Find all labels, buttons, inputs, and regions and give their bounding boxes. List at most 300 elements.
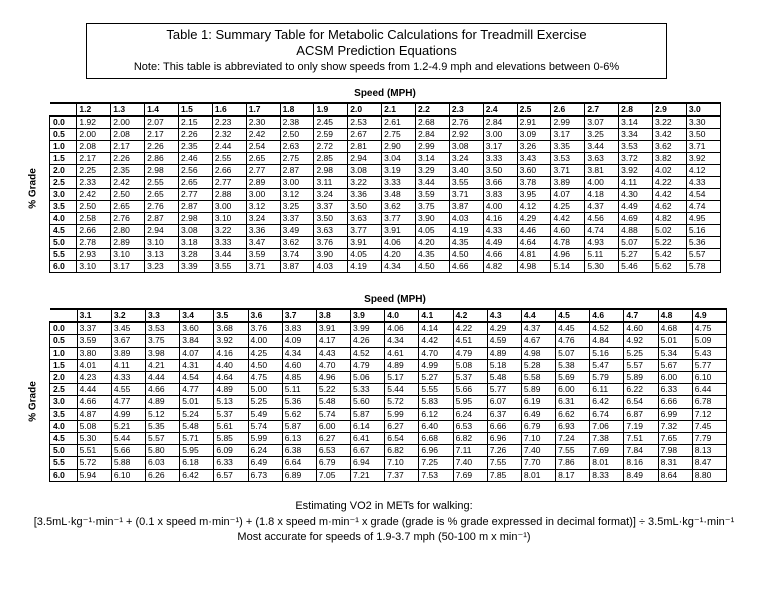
met-value-cell: 4.23 [77, 372, 111, 384]
met-value-cell: 4.60 [282, 359, 316, 371]
grade-label-bottom: % Grade [27, 381, 39, 422]
met-value-cell: 5.48 [316, 396, 350, 408]
met-value-cell: 5.48 [180, 420, 214, 432]
met-value-cell: 2.55 [145, 177, 179, 189]
met-value-cell: 2.30 [246, 116, 280, 129]
grade-row-label: 3.5 [50, 408, 78, 420]
met-value-cell: 6.26 [146, 469, 180, 481]
met-value-cell: 3.11 [314, 177, 348, 189]
met-value-cell: 4.61 [385, 347, 419, 359]
met-value-cell: 7.11 [453, 445, 487, 457]
speed-header-cell: 2.0 [348, 103, 382, 116]
met-value-cell: 2.46 [179, 153, 213, 165]
met-value-cell: 3.82 [653, 153, 687, 165]
met-value-cell: 3.35 [551, 141, 585, 153]
met-value-cell: 2.86 [145, 153, 179, 165]
met-value-cell: 3.37 [280, 213, 314, 225]
met-value-cell: 3.99 [351, 322, 385, 335]
met-value-cell: 4.87 [77, 408, 111, 420]
met-value-cell: 4.20 [382, 249, 416, 261]
met-value-cell: 2.08 [77, 141, 111, 153]
met-value-cell: 2.65 [145, 189, 179, 201]
met-value-cell: 4.11 [619, 177, 653, 189]
metabolic-table-2 [49, 308, 727, 482]
met-value-cell: 5.62 [282, 408, 316, 420]
speed-header-cell: 3.1 [77, 309, 111, 322]
met-value-cell: 4.19 [348, 261, 382, 273]
met-value-cell: 4.25 [551, 201, 585, 213]
speed-header-cell: 4.7 [624, 309, 658, 322]
met-value-cell: 2.98 [179, 213, 213, 225]
met-value-cell: 3.24 [314, 189, 348, 201]
met-value-cell: 4.16 [483, 213, 517, 225]
met-value-cell: 6.27 [385, 420, 419, 432]
table-row [50, 347, 727, 359]
met-value-cell: 3.50 [483, 165, 517, 177]
met-value-cell: 3.09 [517, 129, 551, 141]
met-value-cell: 5.89 [521, 384, 555, 396]
speed-header-cell: 3.4 [180, 309, 214, 322]
met-value-cell: 4.81 [517, 249, 551, 261]
met-value-cell: 3.44 [212, 249, 246, 261]
met-value-cell: 3.17 [483, 141, 517, 153]
met-value-cell: 4.12 [686, 165, 720, 177]
met-value-cell: 5.74 [316, 408, 350, 420]
table-title: Table 1: Summary Table for Metabolic Calculations for Treadmill Exercise [166, 27, 587, 42]
met-value-cell: 2.50 [280, 129, 314, 141]
met-value-cell: 3.48 [382, 189, 416, 201]
met-value-cell: 3.17 [551, 129, 585, 141]
met-value-cell: 3.18 [179, 237, 213, 249]
speed-header-cell: 4.8 [658, 309, 692, 322]
met-value-cell: 4.89 [146, 396, 180, 408]
met-value-cell: 7.40 [453, 457, 487, 469]
met-value-cell: 5.28 [521, 359, 555, 371]
met-value-cell: 4.49 [619, 201, 653, 213]
met-value-cell: 5.21 [111, 420, 145, 432]
met-value-cell: 4.74 [686, 201, 720, 213]
met-value-cell: 7.51 [624, 433, 658, 445]
met-value-cell: 6.66 [658, 396, 692, 408]
met-value-cell: 5.57 [146, 433, 180, 445]
met-value-cell: 2.84 [483, 116, 517, 129]
met-value-cell: 6.13 [282, 433, 316, 445]
met-value-cell: 4.78 [551, 237, 585, 249]
met-value-cell: 6.27 [316, 433, 350, 445]
met-value-cell: 5.08 [453, 359, 487, 371]
met-value-cell: 5.06 [351, 372, 385, 384]
met-value-cell: 4.96 [316, 372, 350, 384]
met-value-cell: 2.65 [179, 177, 213, 189]
met-value-cell: 4.98 [521, 347, 555, 359]
met-value-cell: 3.12 [280, 189, 314, 201]
met-value-cell: 3.14 [619, 116, 653, 129]
met-value-cell: 1.92 [77, 116, 111, 129]
met-value-cell: 3.68 [214, 322, 248, 335]
met-value-cell: 3.23 [145, 261, 179, 273]
met-value-cell: 6.03 [146, 457, 180, 469]
met-value-cell: 4.42 [653, 189, 687, 201]
table-row [50, 129, 721, 141]
met-value-cell: 2.59 [314, 129, 348, 141]
met-value-cell: 4.46 [517, 225, 551, 237]
met-value-cell: 2.84 [416, 129, 450, 141]
met-value-cell: 2.81 [348, 141, 382, 153]
met-value-cell: 4.21 [146, 359, 180, 371]
met-value-cell: 5.22 [316, 384, 350, 396]
met-value-cell: 6.00 [316, 420, 350, 432]
met-value-cell: 4.11 [111, 359, 145, 371]
met-value-cell: 2.26 [111, 153, 145, 165]
met-value-cell: 5.07 [556, 347, 590, 359]
met-value-cell: 3.87 [449, 201, 483, 213]
met-value-cell: 4.49 [483, 237, 517, 249]
met-value-cell: 2.65 [111, 201, 145, 213]
grade-row-label: 1.5 [50, 359, 78, 371]
met-value-cell: 3.62 [653, 141, 687, 153]
met-value-cell: 2.77 [179, 189, 213, 201]
met-value-cell: 2.80 [111, 225, 145, 237]
met-value-cell: 3.44 [585, 141, 619, 153]
met-value-cell: 3.76 [248, 322, 282, 335]
grade-row-label: 5.0 [50, 445, 78, 457]
met-value-cell: 4.93 [585, 237, 619, 249]
met-value-cell: 5.44 [111, 433, 145, 445]
met-value-cell: 6.93 [556, 420, 590, 432]
met-value-cell: 4.70 [419, 347, 453, 359]
met-value-cell: 4.99 [419, 359, 453, 371]
grade-row-label: 4.5 [50, 225, 77, 237]
met-value-cell: 3.24 [246, 213, 280, 225]
grade-row-label: 3.0 [50, 396, 78, 408]
table-row [50, 189, 721, 201]
met-value-cell: 3.50 [348, 201, 382, 213]
met-value-cell: 3.90 [314, 249, 348, 261]
table-row [50, 420, 727, 432]
met-value-cell: 3.50 [314, 213, 348, 225]
speed-label-bottom: Speed (MPH) [364, 294, 426, 305]
met-value-cell: 3.43 [517, 153, 551, 165]
met-value-cell: 3.60 [517, 165, 551, 177]
table-row [50, 384, 727, 396]
met-value-cell: 5.27 [619, 249, 653, 261]
met-value-cell: 2.92 [449, 129, 483, 141]
met-value-cell: 3.30 [686, 116, 720, 129]
met-value-cell: 5.38 [556, 359, 590, 371]
met-value-cell: 3.98 [146, 347, 180, 359]
speed-header-cell: 4.9 [692, 309, 726, 322]
met-value-cell: 5.78 [686, 261, 720, 273]
met-value-cell: 6.00 [658, 372, 692, 384]
grade-row-label: 4.0 [50, 213, 77, 225]
table-row [50, 469, 727, 481]
met-value-cell: 6.33 [214, 457, 248, 469]
met-value-cell: 5.80 [146, 445, 180, 457]
met-value-cell: 5.11 [585, 249, 619, 261]
met-value-cell: 3.78 [517, 177, 551, 189]
met-value-cell: 7.37 [385, 469, 419, 481]
met-value-cell: 6.79 [316, 457, 350, 469]
met-value-cell: 7.25 [419, 457, 453, 469]
met-value-cell: 3.71 [686, 141, 720, 153]
speed-header-cell: 2.7 [585, 103, 619, 116]
grade-row-label: 5.0 [50, 237, 77, 249]
met-value-cell: 5.51 [77, 445, 111, 457]
met-value-cell: 7.21 [351, 469, 385, 481]
speed-header-row [50, 309, 727, 322]
met-value-cell: 8.01 [521, 469, 555, 481]
grade-row-label: 6.0 [50, 261, 77, 273]
met-value-cell: 2.66 [212, 165, 246, 177]
met-value-cell: 2.68 [416, 116, 450, 129]
grade-row-label: 3.0 [50, 189, 77, 201]
met-value-cell: 4.75 [248, 372, 282, 384]
met-value-cell: 3.91 [348, 237, 382, 249]
met-value-cell: 4.34 [382, 261, 416, 273]
met-value-cell: 5.49 [248, 408, 282, 420]
met-value-cell: 2.99 [551, 116, 585, 129]
table-note: Note: This table is abbreviated to only show speeds from 1.2-4.9 mph and elevations between 0-6% [133, 61, 620, 73]
speed-header-cell: 2.2 [416, 103, 450, 116]
footer-accuracy-note: Most accurate for speeds of 1.9-3.7 mph (50-100 m x min⁻¹) [237, 531, 531, 543]
met-value-cell: 6.62 [556, 408, 590, 420]
met-value-cell: 6.49 [248, 457, 282, 469]
met-value-cell: 2.87 [145, 213, 179, 225]
met-value-cell: 2.50 [111, 189, 145, 201]
speed-header-cell: 3.5 [214, 309, 248, 322]
met-value-cell: 6.82 [453, 433, 487, 445]
speed-header-cell: 3.6 [248, 309, 282, 322]
met-value-cell: 3.36 [246, 225, 280, 237]
met-value-cell: 5.17 [385, 372, 419, 384]
met-value-cell: 2.55 [212, 153, 246, 165]
met-value-cell: 8.13 [692, 445, 726, 457]
met-value-cell: 2.61 [382, 116, 416, 129]
grade-row-label: 4.5 [50, 433, 78, 445]
met-value-cell: 5.09 [692, 335, 726, 347]
title-box [86, 23, 667, 79]
met-value-cell: 5.87 [282, 420, 316, 432]
met-value-cell: 3.63 [348, 213, 382, 225]
met-value-cell: 6.31 [556, 396, 590, 408]
speed-header-cell: 1.3 [111, 103, 145, 116]
met-value-cell: 5.61 [214, 420, 248, 432]
met-value-cell: 5.01 [658, 335, 692, 347]
met-value-cell: 3.00 [280, 177, 314, 189]
met-value-cell: 2.17 [145, 129, 179, 141]
met-value-cell: 7.70 [521, 457, 555, 469]
met-value-cell: 7.65 [658, 433, 692, 445]
grade-row-label: 2.5 [50, 384, 78, 396]
speed-header-cell: 1.4 [145, 103, 179, 116]
met-value-cell: 5.77 [692, 359, 726, 371]
speed-header-row [50, 103, 721, 116]
met-value-cell: 4.40 [214, 359, 248, 371]
met-value-cell: 3.75 [416, 201, 450, 213]
met-value-cell: 3.62 [382, 201, 416, 213]
met-value-cell: 3.92 [619, 165, 653, 177]
met-value-cell: 7.26 [487, 445, 521, 457]
met-value-cell: 4.35 [416, 249, 450, 261]
met-value-cell: 2.85 [314, 153, 348, 165]
met-value-cell: 6.37 [487, 408, 521, 420]
met-value-cell: 2.56 [179, 165, 213, 177]
met-value-cell: 7.06 [590, 420, 624, 432]
met-value-cell: 4.20 [416, 237, 450, 249]
met-value-cell: 3.53 [551, 153, 585, 165]
corner-cell [50, 309, 78, 322]
speed-header-cell: 4.1 [419, 309, 453, 322]
met-value-cell: 4.69 [619, 213, 653, 225]
met-value-cell: 5.02 [653, 225, 687, 237]
met-value-cell: 7.10 [385, 457, 419, 469]
met-value-cell: 3.63 [585, 153, 619, 165]
met-value-cell: 6.12 [419, 408, 453, 420]
met-value-cell: 3.25 [585, 129, 619, 141]
met-value-cell: 7.45 [692, 420, 726, 432]
met-value-cell: 2.50 [77, 201, 111, 213]
met-value-cell: 3.36 [348, 189, 382, 201]
met-value-cell: 2.17 [111, 141, 145, 153]
met-value-cell: 4.56 [585, 213, 619, 225]
met-value-cell: 6.79 [521, 420, 555, 432]
met-value-cell: 3.63 [314, 225, 348, 237]
met-value-cell: 3.87 [280, 261, 314, 273]
met-value-cell: 4.00 [248, 335, 282, 347]
table-row [50, 225, 721, 237]
met-value-cell: 4.06 [382, 237, 416, 249]
met-value-cell: 4.66 [77, 396, 111, 408]
met-value-cell: 4.60 [624, 322, 658, 335]
speed-header-cell: 4.5 [556, 309, 590, 322]
met-value-cell: 2.23 [212, 116, 246, 129]
grade-row-label: 1.5 [50, 153, 77, 165]
speed-header-cell: 4.0 [385, 309, 419, 322]
met-value-cell: 7.55 [556, 445, 590, 457]
met-value-cell: 2.87 [179, 201, 213, 213]
footer-heading: Estimating VO2 in METs for walking: [295, 500, 473, 512]
met-value-cell: 6.24 [248, 445, 282, 457]
met-value-cell: 2.00 [77, 129, 111, 141]
met-value-cell: 3.00 [212, 201, 246, 213]
met-value-cell: 6.64 [282, 457, 316, 469]
met-value-cell: 2.72 [314, 141, 348, 153]
met-value-cell: 8.16 [624, 457, 658, 469]
met-value-cell: 5.60 [351, 396, 385, 408]
met-value-cell: 3.08 [449, 141, 483, 153]
met-value-cell: 2.44 [212, 141, 246, 153]
met-value-cell: 2.17 [77, 153, 111, 165]
met-value-cell: 2.75 [382, 129, 416, 141]
speed-header-cell: 1.2 [77, 103, 111, 116]
met-value-cell: 2.76 [449, 116, 483, 129]
met-value-cell: 4.42 [551, 213, 585, 225]
grade-row-label: 0.5 [50, 129, 77, 141]
met-value-cell: 5.47 [590, 359, 624, 371]
met-value-cell: 2.94 [145, 225, 179, 237]
met-value-cell: 2.63 [280, 141, 314, 153]
met-value-cell: 4.01 [77, 359, 111, 371]
met-value-cell: 4.07 [180, 347, 214, 359]
met-value-cell: 2.15 [179, 116, 213, 129]
met-value-cell: 4.37 [585, 201, 619, 213]
met-value-cell: 3.25 [280, 201, 314, 213]
met-value-cell: 4.06 [385, 322, 419, 335]
speed-header-cell: 4.3 [487, 309, 521, 322]
met-value-cell: 3.67 [111, 335, 145, 347]
met-value-cell: 4.05 [348, 249, 382, 261]
met-value-cell: 5.79 [590, 372, 624, 384]
met-value-cell: 6.96 [419, 445, 453, 457]
met-value-cell: 5.18 [487, 359, 521, 371]
grade-row-label: 4.0 [50, 420, 78, 432]
met-value-cell: 6.38 [282, 445, 316, 457]
met-value-cell: 5.85 [214, 433, 248, 445]
met-value-cell: 6.78 [692, 396, 726, 408]
met-value-cell: 4.62 [653, 201, 687, 213]
met-value-cell: 7.12 [692, 408, 726, 420]
met-value-cell: 4.96 [551, 249, 585, 261]
met-value-cell: 5.55 [419, 384, 453, 396]
met-value-cell: 2.75 [280, 153, 314, 165]
met-value-cell: 4.74 [585, 225, 619, 237]
met-value-cell: 4.54 [686, 189, 720, 201]
met-value-cell: 4.00 [585, 177, 619, 189]
met-value-cell: 4.55 [111, 384, 145, 396]
met-value-cell: 8.80 [692, 469, 726, 481]
met-value-cell: 4.66 [483, 249, 517, 261]
met-value-cell: 4.19 [449, 225, 483, 237]
met-value-cell: 4.77 [180, 384, 214, 396]
met-value-cell: 4.79 [453, 347, 487, 359]
met-value-cell: 5.66 [111, 445, 145, 457]
met-value-cell: 3.72 [619, 153, 653, 165]
met-value-cell: 6.96 [487, 433, 521, 445]
met-value-cell: 3.08 [179, 225, 213, 237]
met-value-cell: 5.66 [453, 384, 487, 396]
met-value-cell: 4.33 [111, 372, 145, 384]
metabolic-table-1 [49, 102, 721, 273]
met-value-cell: 6.73 [248, 469, 282, 481]
met-value-cell: 3.84 [180, 335, 214, 347]
met-value-cell: 5.08 [77, 420, 111, 432]
speed-header-cell: 4.6 [590, 309, 624, 322]
met-value-cell: 3.89 [111, 347, 145, 359]
met-value-cell: 6.68 [419, 433, 453, 445]
met-value-cell: 7.79 [692, 433, 726, 445]
met-value-cell: 5.30 [77, 433, 111, 445]
met-value-cell: 6.44 [692, 384, 726, 396]
met-value-cell: 3.91 [382, 225, 416, 237]
met-value-cell: 5.58 [521, 372, 555, 384]
met-value-cell: 3.34 [619, 129, 653, 141]
table-row [50, 261, 721, 273]
met-value-cell: 6.10 [111, 469, 145, 481]
met-value-cell: 5.94 [77, 469, 111, 481]
met-value-cell: 2.35 [179, 141, 213, 153]
met-value-cell: 5.87 [351, 408, 385, 420]
met-value-cell: 6.14 [351, 420, 385, 432]
met-value-cell: 7.53 [419, 469, 453, 481]
table-row [50, 445, 727, 457]
met-value-cell: 4.54 [180, 372, 214, 384]
table-row [50, 396, 727, 408]
met-value-cell: 4.98 [517, 261, 551, 273]
met-value-cell: 2.38 [280, 116, 314, 129]
met-value-cell: 2.08 [111, 129, 145, 141]
met-value-cell: 3.47 [246, 237, 280, 249]
met-value-cell: 6.22 [624, 384, 658, 396]
